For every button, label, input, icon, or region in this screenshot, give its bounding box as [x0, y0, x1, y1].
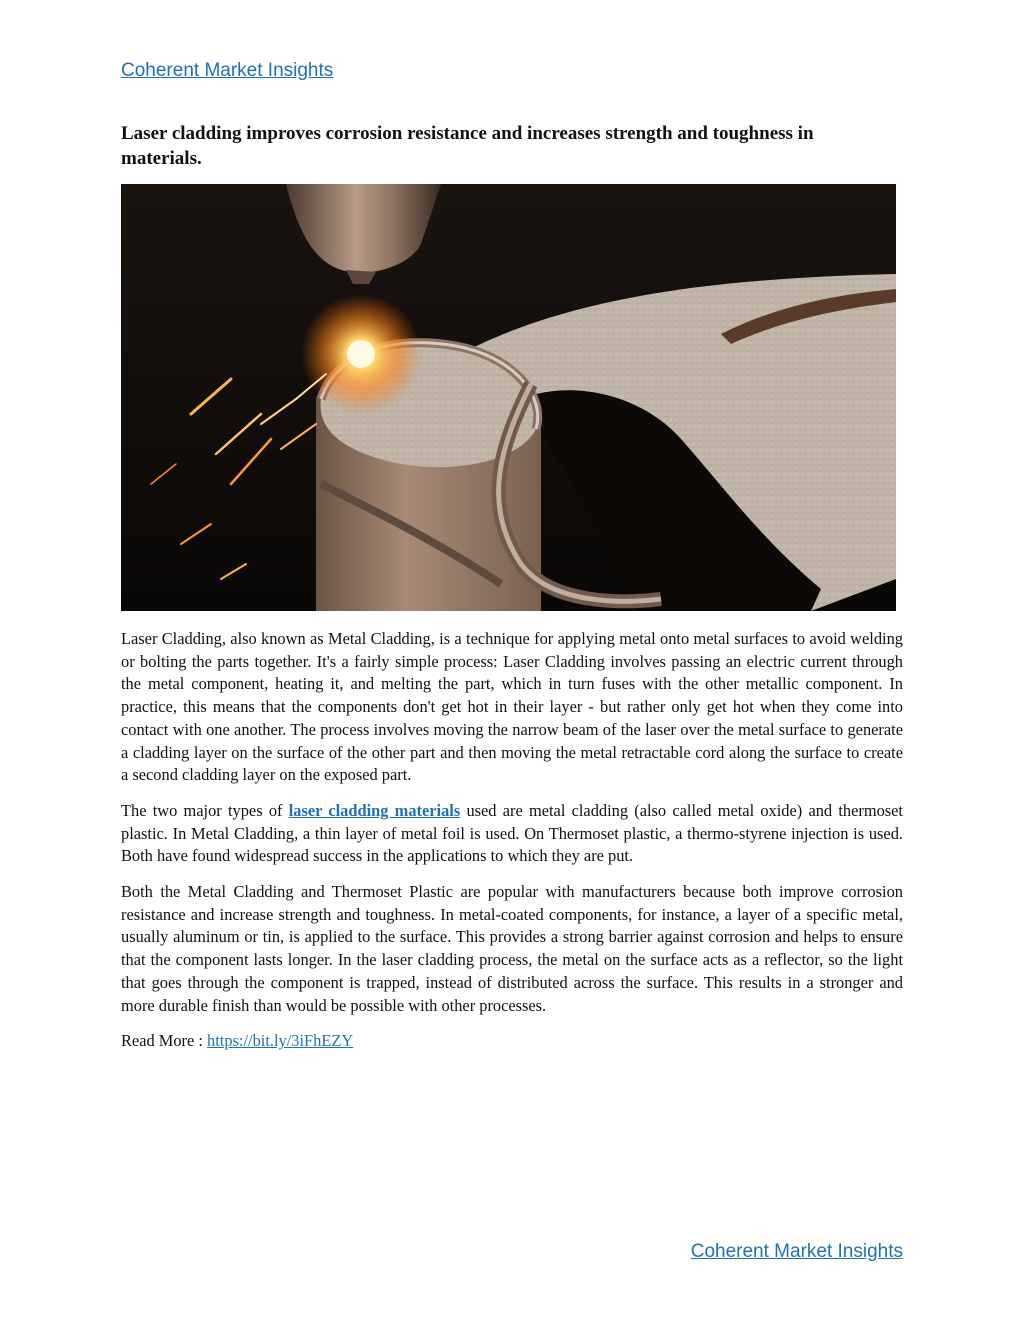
- read-more-link[interactable]: https://bit.ly/3iFhEZY: [207, 1031, 354, 1051]
- article-title: Laser cladding improves corrosion resistance and increases strength and toughness in materials.: [121, 123, 814, 169]
- paragraph-1: Laser Cladding, also known as Metal Cladding, is a technique for applying metal onto metal surfaces to avoid welding or bolting the parts together. It's a fairly simple process: Laser Cladding involves passing an electric current through the metal component, heating it, and melting the part, which in turn fuses with the other metallic component. In practice, this means that the components don't get hot in their layer - but rather only get hot when they come into contact with one another. The process involves moving the narrow beam of the laser over the metal surface to generate a cladding layer on the surface of the other part and then moving the metal retractable cord along the surface to create a second cladding layer on the exposed part.: [121, 629, 903, 785]
- paragraph-2: [121, 800, 903, 868]
- laser-cladding-photo: [121, 184, 896, 611]
- read-more-label: Read More :: [121, 1031, 208, 1051]
- header-brand-link[interactable]: Coherent Market Insights: [121, 60, 334, 81]
- article-body: [121, 628, 903, 1066]
- laser-cladding-materials-link[interactable]: laser cladding materials: [288, 800, 461, 820]
- paragraph-3: Both the Metal Cladding and Thermoset Plastic are popular with manufacturers because both improve corrosion resistance and increase strength and toughness. In metal-coated components, for instance, a layer of a specific metal, usually aluminum or tin, is applied to the surface. This provides a strong barrier against corrosion and helps to ensure that the component lasts longer. In the laser cladding process, the metal on the surface acts as a reflector, so the light that goes through the component is trapped, instead of distributed across the surface. This results in a stronger and more durable finish than would be possible with other processes.: [121, 882, 903, 1015]
- footer-brand-link[interactable]: Coherent Market Insights: [690, 1241, 903, 1262]
- paragraph-2-rest: used are metal cladding (also called metal oxide) and thermoset plastic. In Metal Cladding, a thin layer of metal foil is used. On Thermoset plastic, a thermo-styrene injection is used. Both have found widespread success in the applications to which they are put.: [121, 800, 903, 866]
- read-more: [121, 1030, 903, 1053]
- paragraph-2-lead: The two major types of: [121, 800, 289, 820]
